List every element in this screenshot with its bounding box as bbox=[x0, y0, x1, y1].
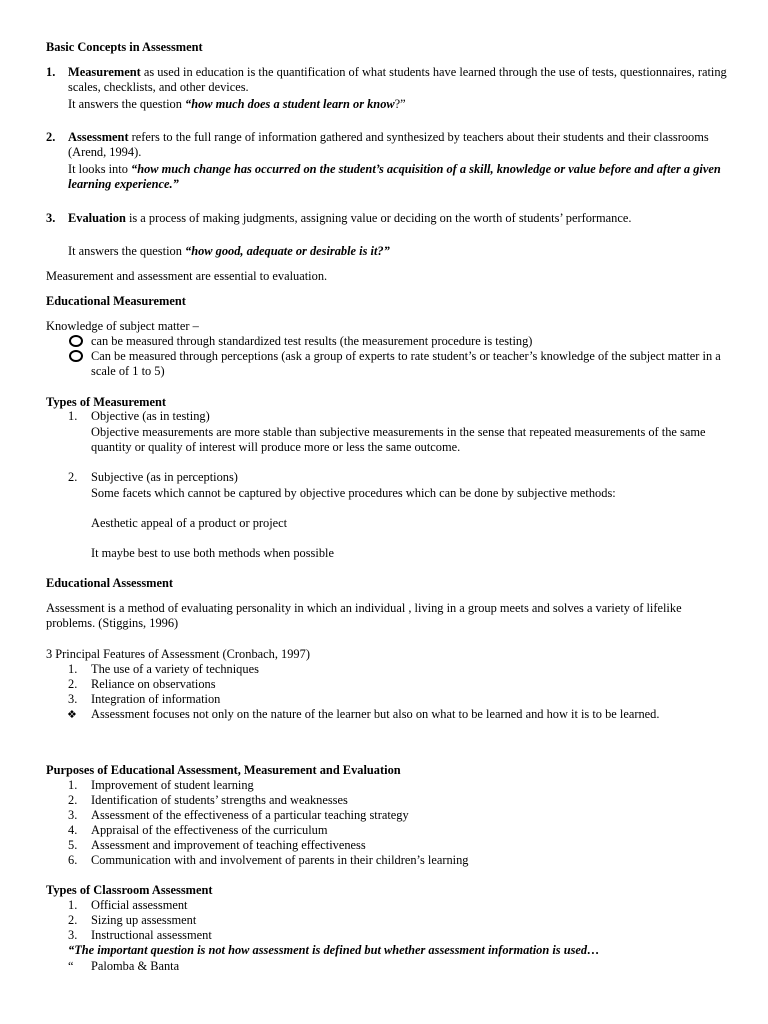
type-subjective-description: Some facets which cannot be captured by objective procedures which can be done by subjective methods: bbox=[91, 486, 616, 500]
measurement-bullet-2: Can be measured through perceptions (ask a group of experts to rate student’s or teacher’s knowledge of the subject matter in a scale of 1 to 5) bbox=[91, 349, 721, 378]
concept-1-question-text: “how much does a student learn or know bbox=[185, 97, 395, 111]
type-subjective-example: Aesthetic appeal of a product or project bbox=[91, 516, 288, 530]
list-number: 3. bbox=[68, 692, 78, 706]
feature-item: Reliance on observations bbox=[91, 677, 216, 691]
assessment-definition: Assessment is a method of evaluating personality in which an individual , living in a group meets and solves a variety of lifelike problems. (Stiggins, 1996) bbox=[46, 601, 682, 630]
section-heading-classroom-assessment: Types of Classroom Assessment bbox=[46, 883, 213, 897]
concept-2-term: Assessment bbox=[68, 130, 129, 144]
list-number: 2. bbox=[68, 913, 78, 927]
section-heading-educational-measurement: Educational Measurement bbox=[46, 294, 186, 308]
measurement-bullet-1: can be measured through standardized test results (the measurement procedure is testing) bbox=[91, 334, 533, 348]
purpose-item: Assessment of the effectiveness of a particular teaching strategy bbox=[91, 808, 409, 822]
concept-1-question-lead: It answers the question bbox=[68, 97, 185, 111]
list-number: 6. bbox=[68, 853, 78, 867]
list-number: 3. bbox=[68, 928, 78, 942]
list-number: 4. bbox=[68, 823, 78, 837]
concept-3-question bbox=[68, 244, 390, 259]
purpose-item: Identification of students’ strengths and weaknesses bbox=[91, 793, 348, 807]
concept-1-term: Measurement bbox=[68, 65, 141, 79]
concept-2-text: refers to the full range of information gathered and synthesized by teachers about their students and their classrooms (Arend, 1994). bbox=[68, 130, 709, 159]
concept-1-definition bbox=[68, 65, 728, 95]
assessment-focus-note: Assessment focuses not only on the nature of the learner but also on what to be learned and how it is to be learned. bbox=[91, 707, 660, 721]
purpose-item: Assessment and improvement of teaching effectiveness bbox=[91, 838, 366, 852]
list-number: 2. bbox=[68, 470, 78, 484]
concept-2-number: 2. bbox=[46, 130, 56, 144]
closing-quote: “The important question is not how assessment is defined but whether assessment information is used… bbox=[68, 943, 600, 957]
type-subjective: Subjective (as in perceptions) bbox=[91, 470, 238, 484]
list-number: 1. bbox=[68, 409, 78, 423]
list-number: 2. bbox=[68, 793, 78, 807]
features-title: 3 Principal Features of Assessment (Cronbach, 1997) bbox=[46, 647, 310, 661]
concept-1-question-end: ?” bbox=[394, 97, 406, 111]
classroom-type-item: Instructional assessment bbox=[91, 928, 212, 942]
list-number: 1. bbox=[68, 778, 78, 792]
both-methods-note: It maybe best to use both methods when possible bbox=[91, 546, 334, 560]
concept-3-number: 3. bbox=[46, 211, 56, 225]
concept-2-looks-lead: It looks into bbox=[68, 162, 131, 176]
section-heading-purposes: Purposes of Educational Assessment, Measurement and Evaluation bbox=[46, 763, 401, 777]
page-title: Basic Concepts in Assessment bbox=[46, 40, 203, 54]
type-objective: Objective (as in testing) bbox=[91, 409, 210, 423]
essential-statement: Measurement and assessment are essential to evaluation. bbox=[46, 269, 328, 283]
feature-item: Integration of information bbox=[91, 692, 221, 706]
concept-1-number: 1. bbox=[46, 65, 56, 79]
concept-3-question-text: “how good, adequate or desirable is it?” bbox=[185, 244, 390, 258]
purpose-item: Improvement of student learning bbox=[91, 778, 254, 792]
circle-bullet-icon bbox=[69, 350, 83, 362]
subject-matter-intro: Knowledge of subject matter – bbox=[46, 319, 199, 333]
concept-1-text: as used in education is the quantification of what students have learned through the use of tests, questionnaires, rating scales, checklists, and other devices. bbox=[68, 65, 727, 94]
purpose-item: Communication with and involvement of parents in their children’s learning bbox=[91, 853, 469, 867]
concept-2-looks-into bbox=[68, 162, 728, 192]
classroom-type-item: Sizing up assessment bbox=[91, 913, 197, 927]
feature-item: The use of a variety of techniques bbox=[91, 662, 259, 676]
concept-3-definition bbox=[68, 211, 728, 226]
diamond-bullet-icon: ❖ bbox=[67, 708, 77, 721]
concept-3-question-lead: It answers the question bbox=[68, 244, 185, 258]
concept-3-term: Evaluation bbox=[68, 211, 126, 225]
purpose-item: Appraisal of the effectiveness of the curriculum bbox=[91, 823, 328, 837]
list-number: 2. bbox=[68, 677, 78, 691]
section-heading-types-of-measurement: Types of Measurement bbox=[46, 395, 166, 409]
quote-attribution: Palomba & Banta bbox=[91, 959, 180, 973]
quote-mark: “ bbox=[68, 959, 74, 973]
concept-2-definition bbox=[68, 130, 728, 160]
list-number: 1. bbox=[68, 662, 78, 676]
type-objective-description: Objective measurements are more stable than subjective measurements in the sense that repeated measurements of the same quantity or quality of interest will produce more or less the same outcome. bbox=[91, 425, 706, 454]
list-number: 5. bbox=[68, 838, 78, 852]
classroom-type-item: Official assessment bbox=[91, 898, 188, 912]
list-number: 1. bbox=[68, 898, 78, 912]
section-heading-educational-assessment: Educational Assessment bbox=[46, 576, 174, 590]
concept-2-looks-text: “how much change has occurred on the student’s acquisition of a skill, knowledge or value before and after a given learning experience.” bbox=[68, 162, 721, 191]
concept-3-text: is a process of making judgments, assigning value or deciding on the worth of students’ performance. bbox=[125, 211, 632, 225]
circle-bullet-icon bbox=[69, 335, 83, 347]
list-number: 3. bbox=[68, 808, 78, 822]
concept-1-question bbox=[68, 97, 406, 112]
